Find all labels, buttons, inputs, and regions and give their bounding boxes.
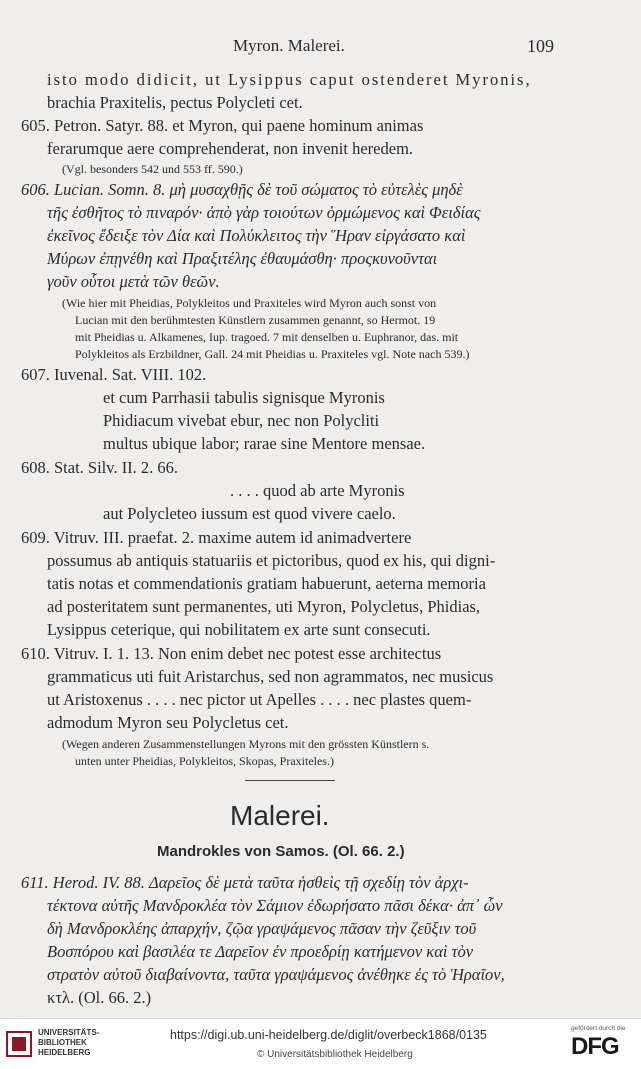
note-line: Polykleitos als Erzbildner, Gall. 24 mit Pheidias u. Praxiteles vgl. Note nach 539.) — [75, 347, 470, 361]
subsection-heading: Mandrokles von Samos. (Ol. 66. 2.) — [157, 843, 405, 860]
text-line: grammaticus uti fuit Aristarchus, sed non agrammatos, nec musicus — [47, 667, 494, 686]
verse-line: aut Polycleteo iussum est quod vivere caelo. — [103, 504, 396, 523]
viewer-footer — [0, 1018, 641, 1069]
text-line: ut Aristoxenus . . . . nec pictor ut Apelles . . . . nec plastes quem- — [47, 690, 472, 709]
text-line: possumus ab antiquis statuariis et pictoribus, quod ex his, qui digni- — [47, 551, 496, 570]
running-title: Myron. Malerei. — [233, 36, 345, 55]
verse-line: Phidiacum vivebat ebur, nec non Polycliti — [103, 411, 380, 430]
dfg-logo: DFG — [571, 1033, 619, 1060]
note-line: unten unter Pheidias, Polykleitos, Skopas, Praxiteles.) — [75, 754, 334, 768]
text-line: ad posteritatem sunt permanentes, uti Myron, Polycletus, Phidias, — [47, 597, 481, 616]
text-line: ferarumque aere comprehenderat, non invenit heredem. — [47, 139, 414, 158]
text-line: admodum Myron seu Polycletus cet. — [47, 713, 289, 732]
note-line: mit Pheidias u. Alkamenes, Iup. tragoed. 7 mit denselben u. Euphranor, das. mit — [75, 330, 459, 344]
greek-line: τέκτονα αὐτῆς Μανδροκλέα τὸν Σάμιον ἐδωρήσατο πᾶσι δέκα· ἀπ᾽ ὧν — [47, 896, 503, 915]
entry-611: 611. Herod. IV. 88. Δαρεῖος δὲ μετὰ ταῦτα ἡσθεὶς τῇ σχεδίῃ τὸν ἀρχι- — [21, 873, 469, 892]
note-line: (Wegen anderen Zusammenstellungen Myrons mit den grössten Künstlern s. — [62, 737, 430, 751]
text-line: tatis notas et commendationis gratiam habuerunt, aeterna memoria — [47, 574, 486, 593]
greek-line: Βοσπόρου καὶ βασιλέα τε Δαρεῖον ἐν προεδρίῃ κατήμενον καὶ τὸν — [47, 942, 474, 961]
entry-605: 605. Petron. Satyr. 88. et Myron, qui paene hominum animas — [21, 116, 424, 135]
page-number: 109 — [527, 36, 554, 56]
verse-line: et cum Parrhasii tabulis signisque Myronis — [103, 388, 385, 407]
library-logo-icon — [6, 1029, 32, 1059]
entry-606: 606. Lucian. Somn. 8. μὴ μυσαχθῇς δὲ τοῦ σώματος τὸ εὐτελὲς μηδὲ — [21, 180, 463, 199]
note-line: Lucian mit den berühmtesten Künstlern zusammen genannt, so Hermot. 19 — [75, 313, 436, 327]
note-line: (Vgl. besonders 542 und 553 ff. 590.) — [62, 162, 243, 176]
copyright-text: © Universitätsbibliothek Heidelberg — [257, 1049, 413, 1060]
greek-line: Μύρων ἐπῃνέθη καὶ Πραξιτέλης ἐθαυμάσθη· προςκυνοῦνται — [47, 249, 438, 268]
library-name: UNIVERSITÄTS- BIBLIOTHEK HEIDELBERG — [38, 1028, 100, 1057]
greek-line: γοῦν οὗτοι μετὰ τῶν θεῶν. — [47, 272, 220, 291]
text-line: brachia Praxitelis, pectus Polycleti cet. — [47, 93, 303, 112]
section-divider — [245, 780, 335, 781]
entry-607: 607. Iuvenal. Sat. VIII. 102. — [21, 365, 207, 384]
greek-line: ἐκεῖνος ἔδειξε τὸν Δία καὶ Πολύκλειτος τὴν Ἥραν εἰργάσατο καὶ — [47, 226, 466, 245]
verse-line: multus ubique labor; rarae sine Mentore mensae. — [103, 434, 426, 453]
text-line: κτλ. (Ol. 66. 2.) — [47, 988, 152, 1007]
funding-note: gefördert durch die — [571, 1025, 626, 1032]
permalink-url[interactable]: https://digi.ub.uni-heidelberg.de/diglit/overbeck1868/0135 — [170, 1028, 487, 1042]
entry-609: 609. Vitruv. III. praefat. 2. maxime autem id animadvertere — [21, 528, 412, 547]
text-line: isto modo didicit, ut Lysippus caput ostenderet Myronis, — [47, 70, 532, 89]
entry-610: 610. Vitruv. I. 1. 13. Non enim debet nec potest esse architectus — [21, 644, 442, 663]
note-line: (Wie hier mit Pheidias, Polykleitos und Praxiteles wird Myron auch sonst von — [62, 296, 437, 310]
greek-line: τῆς ἐσθῆτος τὸ πιναρόν· ἀπὸ γὰρ τοιούτων ὁρμώμενος καὶ Φειδίας — [47, 203, 481, 222]
section-heading: Malerei. — [230, 800, 330, 831]
greek-line: δὴ Μανδροκλέης ἀπαρχήν, ζῷα γραψάμενος πᾶσαν τὴν ζεῦξιν τοῦ — [47, 919, 477, 938]
text-line: Lysippus ceterique, qui nobilitatem ex arte sunt consecuti. — [47, 620, 431, 639]
verse-line: . . . . quod ab arte Myronis — [230, 481, 405, 500]
greek-line: στρατὸν αὐτοῦ διαβαίνοντα, ταῦτα γραψάμενος ἀνέθηκε ἐς τὸ Ἡραῖον, — [47, 965, 505, 984]
entry-608: 608. Stat. Silv. II. 2. 66. — [21, 458, 179, 477]
